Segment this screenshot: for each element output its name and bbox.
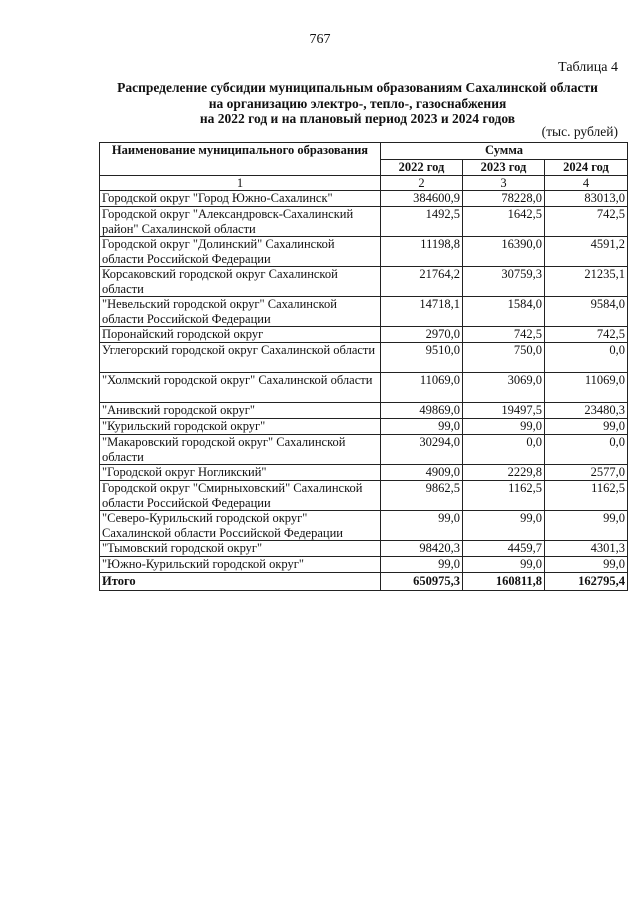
- value-2023: 99,0: [463, 557, 545, 573]
- value-2024: 0,0: [545, 343, 628, 373]
- municipality-name: "Южно-Курильский городской округ": [100, 557, 381, 573]
- column-index: 4: [545, 176, 628, 191]
- value-2022: 2970,0: [381, 327, 463, 343]
- table-row: [100, 191, 628, 207]
- value-2024: 21235,1: [545, 267, 628, 297]
- municipality-name: "Северо-Курильский городской округ" Сахалинской области Российской Федерации: [100, 511, 381, 541]
- value-2024: 742,5: [545, 207, 628, 237]
- column-index: 2: [381, 176, 463, 191]
- value-2023: 4459,7: [463, 541, 545, 557]
- value-2022: 99,0: [381, 419, 463, 435]
- value-2024: 2577,0: [545, 465, 628, 481]
- municipality-name: "Макаровский городской округ" Сахалинской области: [100, 435, 381, 465]
- total-2022: 650975,3: [381, 573, 463, 591]
- value-2022: 9862,5: [381, 481, 463, 511]
- value-2023: 1584,0: [463, 297, 545, 327]
- header-sum-column: Сумма: [381, 143, 628, 160]
- value-2022: 1492,5: [381, 207, 463, 237]
- municipality-name: Городской округ "Долинский" Сахалинской области Российской Федерации: [100, 237, 381, 267]
- municipality-name: "Тымовский городской округ": [100, 541, 381, 557]
- municipality-name: "Анивский городской округ": [100, 403, 381, 419]
- table-row: [100, 237, 628, 267]
- table-row: [100, 541, 628, 557]
- municipality-name: "Курильский городской округ": [100, 419, 381, 435]
- municipality-name: Городской округ "Александровск-Сахалинский район" Сахалинской области: [100, 207, 381, 237]
- table-row: [100, 511, 628, 541]
- value-2023: 99,0: [463, 419, 545, 435]
- value-2022: 21764,2: [381, 267, 463, 297]
- value-2022: 99,0: [381, 557, 463, 573]
- value-2022: 4909,0: [381, 465, 463, 481]
- document-title: [95, 80, 620, 127]
- value-2022: 11198,8: [381, 237, 463, 267]
- table-row: [100, 327, 628, 343]
- value-2023: 19497,5: [463, 403, 545, 419]
- value-2023: 3069,0: [463, 373, 545, 403]
- value-2023: 30759,3: [463, 267, 545, 297]
- value-2024: 4591,2: [545, 237, 628, 267]
- table-row: [100, 419, 628, 435]
- total-label: Итого: [100, 573, 381, 591]
- table-label: Таблица 4: [558, 60, 618, 75]
- value-2022: 9510,0: [381, 343, 463, 373]
- value-2024: 0,0: [545, 435, 628, 465]
- value-2022: 99,0: [381, 511, 463, 541]
- title-line: на 2022 год и на плановый период 2023 и 2024 годов: [199, 111, 516, 126]
- header-year-2022: 2022 год: [381, 160, 463, 176]
- municipality-name: "Холмский городской округ" Сахалинской области: [100, 373, 381, 403]
- table-row: [100, 557, 628, 573]
- municipality-name: Корсаковский городской округ Сахалинской области: [100, 267, 381, 297]
- value-2022: 30294,0: [381, 435, 463, 465]
- value-2023: 16390,0: [463, 237, 545, 267]
- subsidy-table: [99, 142, 628, 591]
- value-2022: 98420,3: [381, 541, 463, 557]
- header-year-2023: 2023 год: [463, 160, 545, 176]
- value-2024: 23480,3: [545, 403, 628, 419]
- value-2023: 99,0: [463, 511, 545, 541]
- column-index: 3: [463, 176, 545, 191]
- value-2023: 750,0: [463, 343, 545, 373]
- municipality-name: Городской округ "Смирныховский" Сахалинской области Российской Федерации: [100, 481, 381, 511]
- total-2023: 160811,8: [463, 573, 545, 591]
- title-line: Распределение субсидии муниципальным образованиям Сахалинской области: [117, 80, 598, 95]
- column-index-row: [100, 176, 628, 191]
- units-label: (тыс. рублей): [541, 124, 618, 139]
- value-2022: 384600,9: [381, 191, 463, 207]
- table-body: [100, 191, 628, 573]
- table-row: [100, 481, 628, 511]
- value-2024: 83013,0: [545, 191, 628, 207]
- municipality-name: Поронайский городской округ: [100, 327, 381, 343]
- value-2023: 1642,5: [463, 207, 545, 237]
- municipality-name: Городской округ "Город Южно-Сахалинск": [100, 191, 381, 207]
- value-2024: 4301,3: [545, 541, 628, 557]
- total-2024: 162795,4: [545, 573, 628, 591]
- table-row: [100, 435, 628, 465]
- value-2024: 11069,0: [545, 373, 628, 403]
- table-row: [100, 297, 628, 327]
- table-row: [100, 267, 628, 297]
- value-2022: 14718,1: [381, 297, 463, 327]
- title-line: на организацию электро-, тепло-, газоснабжения: [208, 95, 507, 111]
- value-2024: 99,0: [545, 419, 628, 435]
- page-number: 767: [309, 32, 331, 47]
- value-2024: 99,0: [545, 511, 628, 541]
- value-2024: 9584,0: [545, 297, 628, 327]
- municipality-name: "Городской округ Ногликский": [100, 465, 381, 481]
- table-row: [100, 207, 628, 237]
- municipality-name: Углегорский городской округ Сахалинской области: [100, 343, 381, 373]
- value-2023: 78228,0: [463, 191, 545, 207]
- total-row: [100, 573, 628, 591]
- value-2024: 1162,5: [545, 481, 628, 511]
- header-name-column: Наименование муниципального образования: [100, 143, 381, 176]
- table-row: [100, 373, 628, 403]
- value-2023: 0,0: [463, 435, 545, 465]
- value-2024: 99,0: [545, 557, 628, 573]
- table-row: [100, 465, 628, 481]
- value-2023: 1162,5: [463, 481, 545, 511]
- value-2022: 49869,0: [381, 403, 463, 419]
- value-2024: 742,5: [545, 327, 628, 343]
- value-2022: 11069,0: [381, 373, 463, 403]
- value-2023: 2229,8: [463, 465, 545, 481]
- header-year-2024: 2024 год: [545, 160, 628, 176]
- municipality-name: "Невельский городской округ" Сахалинской области Российской Федерации: [100, 297, 381, 327]
- value-2023: 742,5: [463, 327, 545, 343]
- table-row: [100, 403, 628, 419]
- column-index: 1: [100, 176, 381, 191]
- table-row: [100, 343, 628, 373]
